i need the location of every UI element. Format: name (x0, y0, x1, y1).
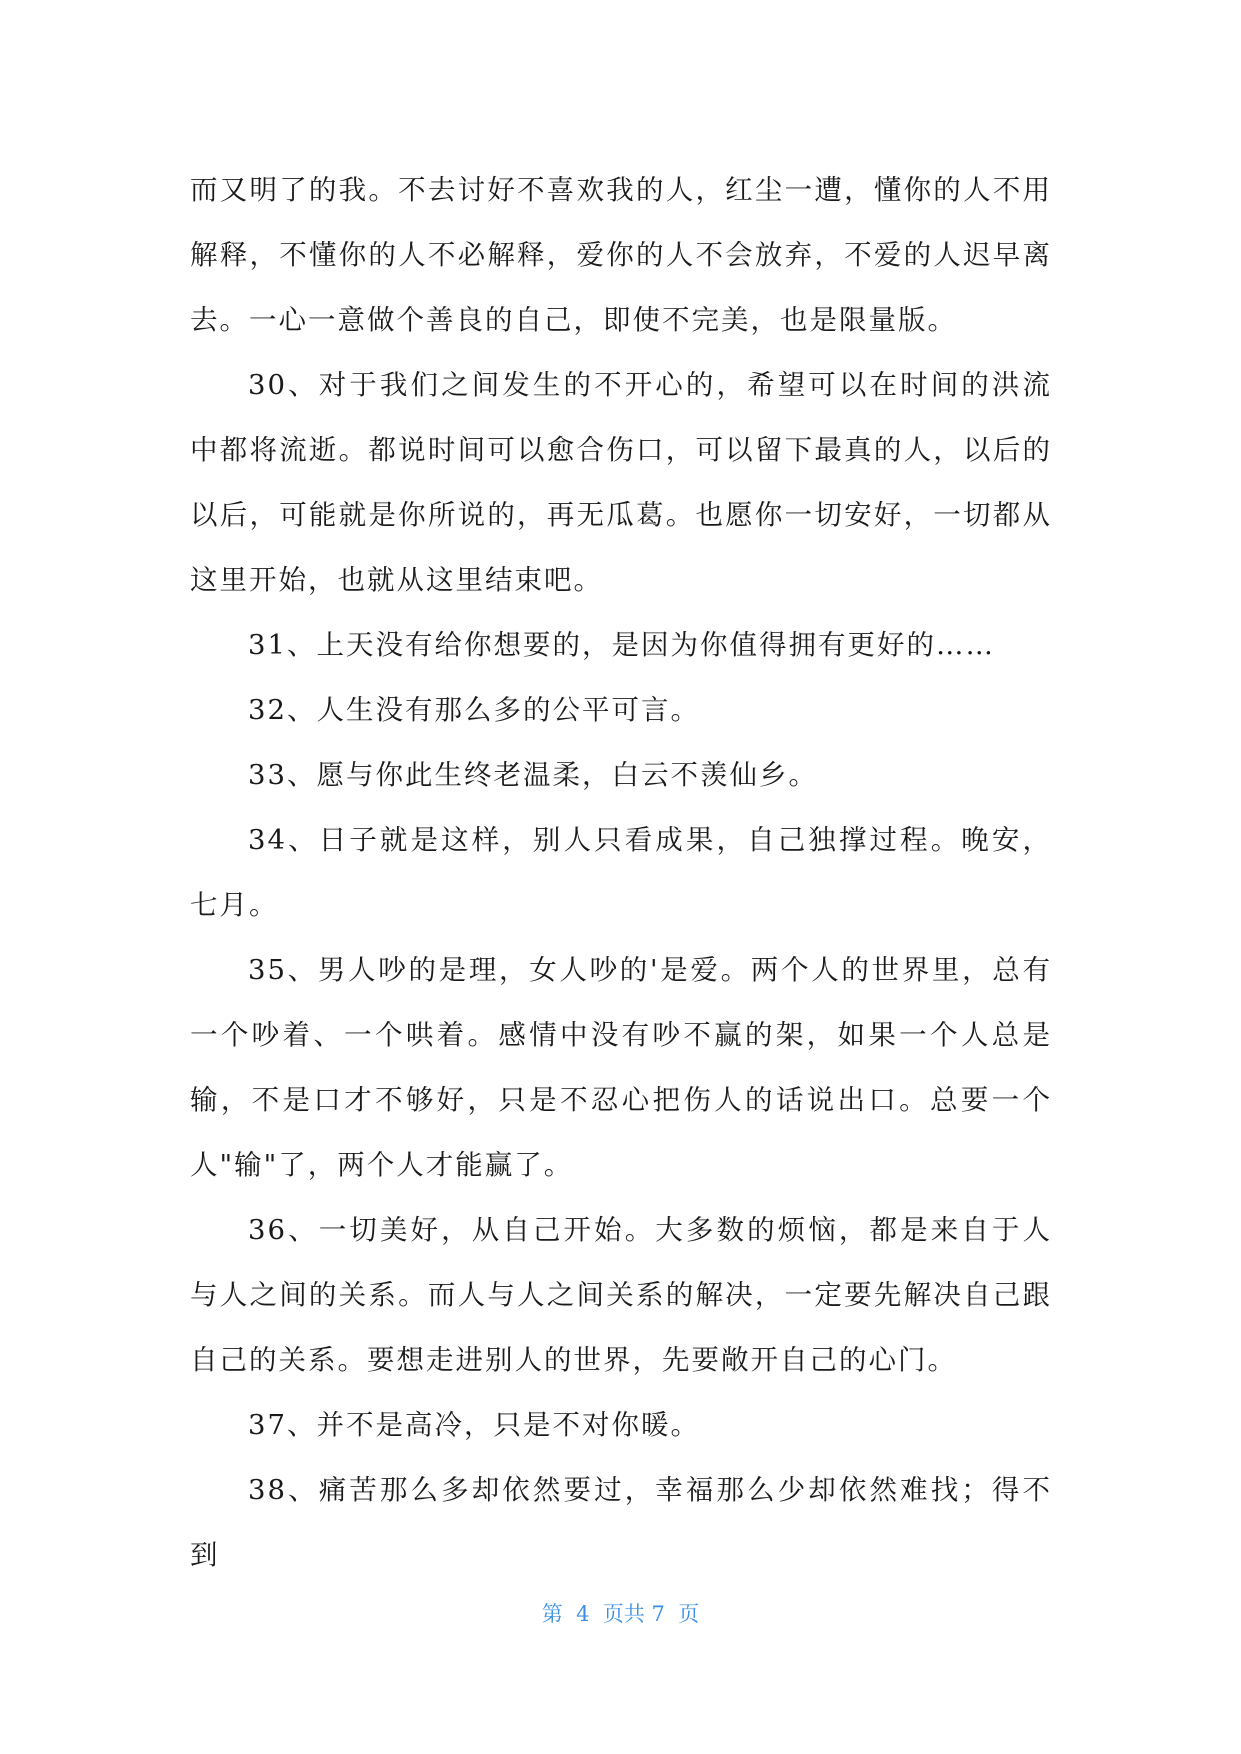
paragraph-37: 37、并不是高冷，只是不对你暖。 (248, 1409, 700, 1441)
paragraph-31: 31、上天没有给你想要的，是因为你值得拥有更好的…… (248, 629, 995, 661)
paragraph-continuation: 而又明了的我。不去讨好不喜欢我的人，红尘一遭，懂你的人不用解释，不懂你的人不必解释，爱你的人不会放弃，不爱的人迟早离去。一心一意做个善良的自己，即使不完美，也是限量版。 (190, 174, 1052, 336)
page-number-footer: 第 4 页共 7 页 (541, 1602, 700, 1626)
paragraph-34: 34、日子就是这样，别人只看成果，自己独撑过程。晚安，七月。 (190, 824, 1052, 921)
paragraph-35: 35、男人吵的是理，女人吵的'是爱。两个人的世界里，总有一个吵着、一个哄着。感情中没有吵不赢的架，如果一个人总是输，不是口才不够好，只是不忍心把伤人的话说出口。总要一个人"输"了，两个人才能赢了。 (190, 954, 1052, 1181)
paragraph-33: 33、愿与你此生终老温柔，白云不羡仙乡。 (248, 759, 818, 791)
paragraph-30: 30、对于我们之间发生的不开心的，希望可以在时间的洪流中都将流逝。都说时间可以愈合伤口，可以留下最真的人，以后的以后，可能就是你所说的，再无瓜葛。也愿你一切安好，一切都从这里开始，也就从这里结束吧。 (190, 369, 1052, 596)
paragraph-38: 38、痛苦那么多却依然要过，幸福那么少却依然难找；得不到 (190, 1474, 1052, 1571)
document-body (190, 158, 1052, 1588)
paragraph-36: 36、一切美好，从自己开始。大多数的烦恼，都是来自于人与人之间的关系。而人与人之间关系的解决，一定要先解决自己跟自己的关系。要想走进别人的世界，先要敞开自己的心门。 (190, 1214, 1052, 1376)
paragraph-32: 32、人生没有那么多的公平可言。 (248, 694, 700, 726)
